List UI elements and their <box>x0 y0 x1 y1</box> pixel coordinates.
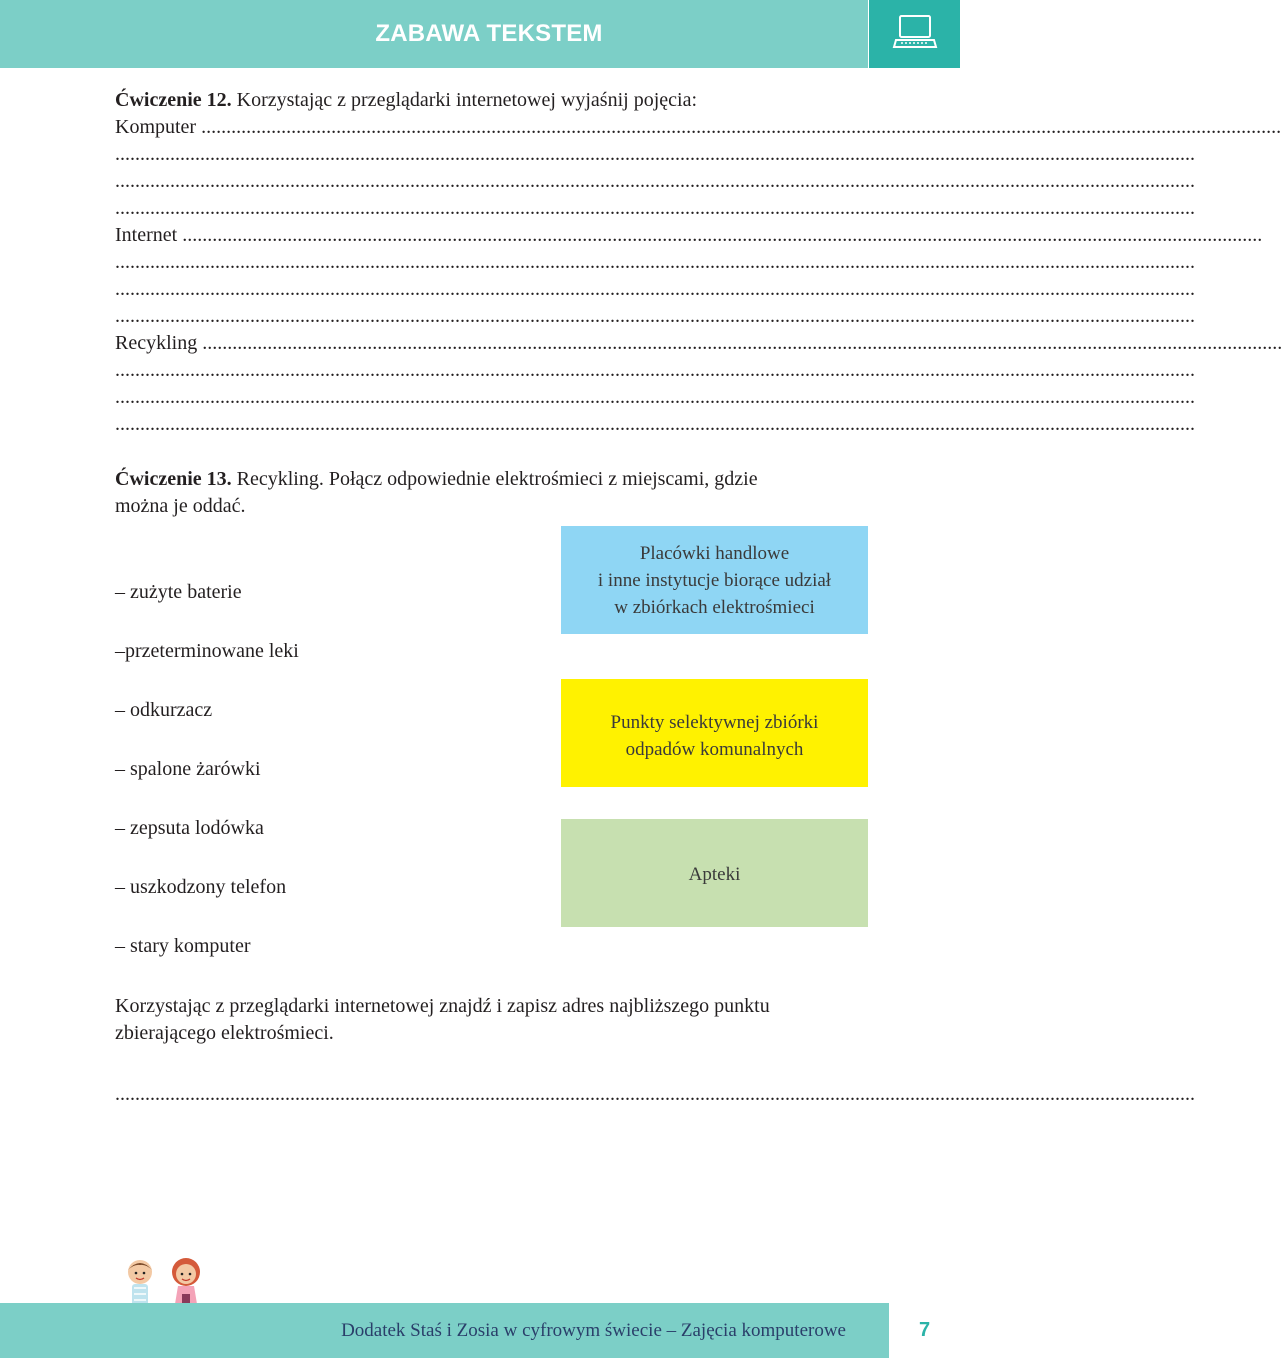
exercise-12-prompt <box>115 87 697 114</box>
box-line: odpadów komunalnych <box>625 739 804 760</box>
exercise-13-text-line2: można je oddać. <box>115 495 246 517</box>
term-recykling: Recykling <box>115 332 198 354</box>
answer-line[interactable]: ........................................................................................................................................................................................................................ <box>115 197 1195 219</box>
search-task-line1: Korzystając z przeglądarki internetowej znajdź i zapisz adres najbliższego punktu <box>115 995 770 1017</box>
box-line: Apteki <box>688 864 741 885</box>
list-item[interactable]: – uszkodzony telefon <box>115 876 287 898</box>
page-section-title: ZABAWA TEKSTEM <box>375 20 603 47</box>
exercise-12-label: Ćwiczenie 12. <box>115 89 232 111</box>
answer-line[interactable]: ........................................................................................................................................................................................................................ <box>115 386 1195 408</box>
box-line: Placówki handlowe <box>639 542 790 564</box>
term-komputer: Komputer <box>115 116 197 138</box>
answer-line[interactable]: ........................................................................................................................................................................................................................ <box>115 251 1195 273</box>
list-item[interactable]: – zużyte baterie <box>115 581 242 603</box>
header-icon-box <box>869 0 960 68</box>
answer-line[interactable]: ........................................................................................................................................................................................................................ <box>115 143 1195 165</box>
target-box-collection-points[interactable] <box>561 679 868 787</box>
answer-line[interactable]: ........................................................................................................................................................................................................................ <box>115 305 1195 327</box>
term-internet: Internet <box>115 224 178 246</box>
answer-line[interactable]: ........................................................................................................................................................................................................................ <box>115 413 1195 435</box>
search-task-line2: zbierającego elektrośmieci. <box>115 1022 334 1044</box>
answer-line-address[interactable]: ........................................................................................................................................................................................................................ <box>115 1083 1195 1105</box>
box-line: w zbiórkach elektrośmieci <box>614 596 815 618</box>
list-item[interactable]: –przeterminowane leki <box>115 640 299 662</box>
exercise-13-label: Ćwiczenie 13. <box>115 468 232 490</box>
page-number: 7 <box>889 1303 960 1358</box>
list-item[interactable]: – spalone żarówki <box>115 758 261 780</box>
target-box-stores[interactable] <box>561 526 868 634</box>
answer-line[interactable]: ........................................................................................................................................................................................................................ <box>115 278 1195 300</box>
list-item[interactable]: – odkurzacz <box>115 699 213 721</box>
box-line: Punkty selektywnej zbiórki <box>610 712 819 733</box>
answer-line-internet[interactable]: Internet ........................................................................................................................................................................................................................ <box>115 222 858 249</box>
footer-text: Dodatek Staś i Zosia w cyfrowym świecie – Zajęcia komputerowe <box>341 1319 846 1341</box>
box-line: i inne instytucje biorące udział <box>597 569 832 591</box>
exercise-12-text: Korzystając z przeglądarki internetowej wyjaśnij pojęcia: <box>231 89 698 111</box>
list-item[interactable]: – stary komputer <box>115 935 251 957</box>
exercise-13-prompt <box>115 466 758 493</box>
list-item[interactable]: – zepsuta lodówka <box>115 817 264 839</box>
exercise-13-text: Recykling. Połącz odpowiednie elektrośmieci z miejscami, gdzie <box>231 468 758 490</box>
laptop-icon <box>893 12 937 57</box>
answer-line-recykling[interactable]: Recykling ........................................................................................................................................................................................................................ <box>115 330 858 357</box>
answer-line[interactable]: ........................................................................................................................................................................................................................ <box>115 170 1195 192</box>
answer-line[interactable]: ........................................................................................................................................................................................................................ <box>115 359 1195 381</box>
answer-line-komputer[interactable]: Komputer ........................................................................................................................................................................................................................ <box>115 114 858 141</box>
target-box-pharmacies[interactable] <box>561 819 868 927</box>
